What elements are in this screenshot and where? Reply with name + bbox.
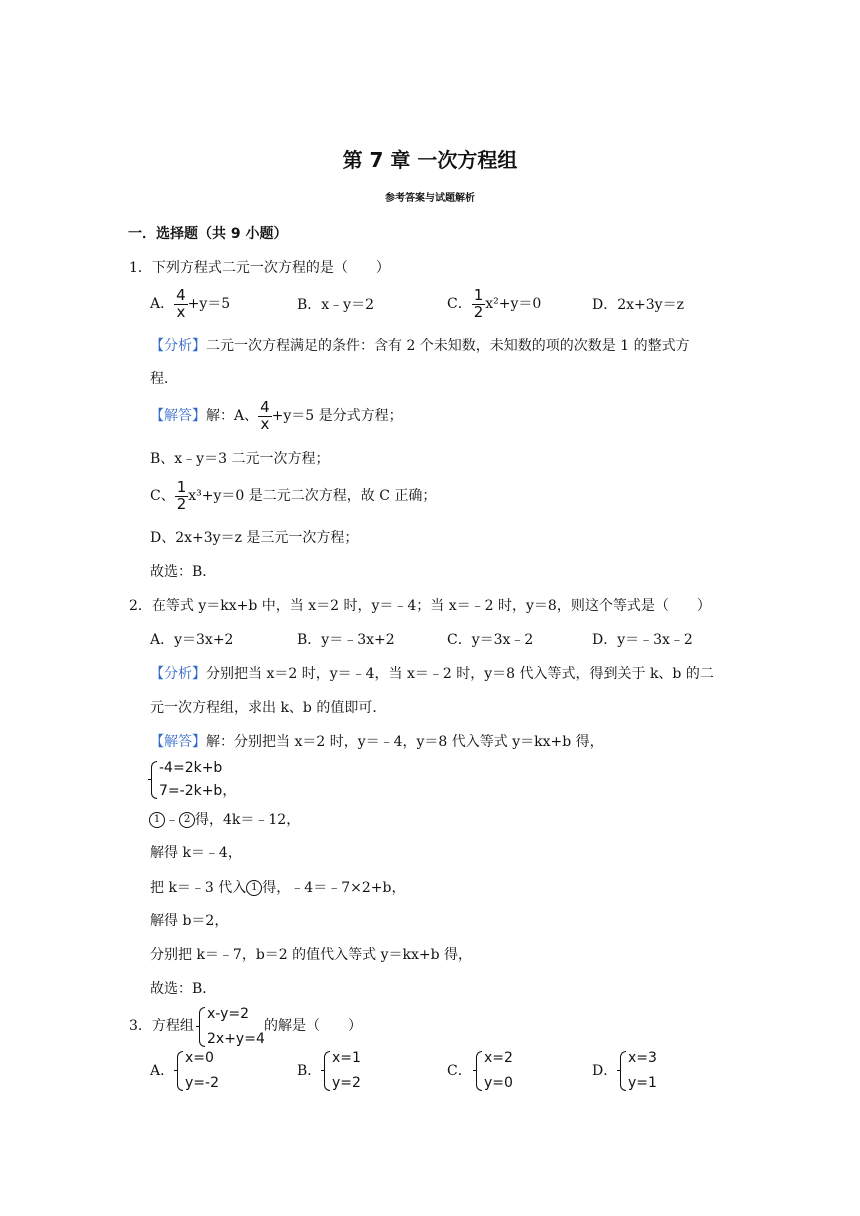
q1-choice: 故选：B． xyxy=(150,564,217,580)
q3-option-a-label: A． xyxy=(150,1063,175,1079)
step-text: 把 k＝﹣3 代入 xyxy=(150,880,247,896)
analysis-tag: 【分析】 xyxy=(150,338,206,354)
q1-option-a-label: A． xyxy=(150,296,175,313)
section-heading: 一．选择题（共 9 小题） xyxy=(128,226,288,242)
answer-text: 解：分别把当 x＝2 时，y＝﹣4，y＝8 代入等式 y＝kx+b 得， xyxy=(206,734,604,750)
equation-line: -4=2k+b xyxy=(159,760,223,776)
q3-option-a xyxy=(174,1050,219,1092)
q1-analysis xyxy=(150,339,690,353)
q1-option-a-fraction xyxy=(174,288,188,321)
q3-option-d xyxy=(617,1050,657,1092)
equation-line: x=1 xyxy=(332,1050,361,1066)
fraction-numerator: 1 xyxy=(176,478,187,496)
fraction-numerator: 4 xyxy=(260,398,270,416)
equation-line: y=2 xyxy=(332,1075,361,1092)
equation-line: y=1 xyxy=(628,1075,657,1092)
answer-fraction xyxy=(258,400,272,433)
fraction-denominator: 2 xyxy=(473,302,484,321)
q2-analysis-cont: 元一次方程组，求出 k、b 的值即可． xyxy=(150,700,387,716)
brace-icon xyxy=(196,1006,205,1048)
q2-answer-line1 xyxy=(150,735,604,749)
q2-stem: 2．在等式 y＝kx+b 中，当 x＝2 时，y＝﹣4；当 x＝﹣2 时，y＝8，则这个等式是（ ） xyxy=(129,598,711,614)
q1-analysis-cont: 程． xyxy=(150,371,178,387)
equation-line: x=2 xyxy=(484,1050,513,1066)
q3-equation-system xyxy=(196,1006,265,1048)
fraction-denominator: x xyxy=(176,302,186,321)
q1-option-a xyxy=(150,288,230,321)
q3-stem-pre: 3．方程组 xyxy=(129,1018,194,1034)
page-title: 第 7 章 一次方程组 xyxy=(342,148,518,172)
equation-line: 2x+y=4 xyxy=(207,1031,265,1048)
answer-text: 解：A、 xyxy=(206,408,259,425)
q2-analysis xyxy=(150,667,714,681)
fraction-denominator: 2 xyxy=(176,494,187,513)
equation-line: y=-2 xyxy=(185,1075,219,1092)
q2-equation-system xyxy=(148,760,236,800)
q1-option-b: B．x﹣y＝2 xyxy=(297,297,374,313)
q1-answer-a xyxy=(150,400,403,433)
fraction-numerator: 4 xyxy=(176,286,186,304)
brace-icon xyxy=(321,1050,330,1092)
q1-option-d: D．2x+3y＝z xyxy=(592,297,684,313)
answer-tag: 【解答】 xyxy=(150,408,206,425)
analysis-tag: 【分析】 xyxy=(150,666,206,682)
q2-option-a: A．y＝3x+2 xyxy=(150,632,234,648)
q3-option-d-label: D． xyxy=(592,1063,618,1079)
q1-option-c xyxy=(447,288,541,321)
equation-line: x-y=2 xyxy=(207,1006,250,1022)
answer-tag: 【解答】 xyxy=(150,734,206,750)
page-subtitle: 参考答案与试题解析 xyxy=(385,193,475,204)
circled-number-icon: 1 xyxy=(149,812,165,828)
q2-step4: 解得 b＝2， xyxy=(150,913,229,929)
circled-number-icon: 2 xyxy=(179,812,195,828)
equation-line: x=0 xyxy=(185,1050,214,1066)
q3-option-b xyxy=(321,1050,361,1092)
q3-stem-post: 的解是（ ） xyxy=(264,1018,362,1034)
analysis-text: 分别把当 x＝2 时，y＝﹣4，当 x＝﹣2 时，y＝8 代入等式，得到关于 k、b 的二 xyxy=(206,666,714,682)
analysis-text: 二元一次方程满足的条件：含有 2 个未知数，未知数的项的次数是 1 的整式方 xyxy=(206,338,690,354)
brace-icon xyxy=(148,760,157,800)
q2-step3 xyxy=(150,880,405,896)
q1-option-c-fraction xyxy=(472,288,486,321)
q1-answer-b: B、x﹣y＝3 二元一次方程； xyxy=(150,451,330,467)
q1-answer-c xyxy=(150,480,436,513)
q2-option-b: B．y＝﹣3x+2 xyxy=(297,632,395,648)
operator: ﹣ xyxy=(165,812,179,828)
q1-answer-d: D、2x+3y＝z 是三元一次方程； xyxy=(150,530,359,546)
answer-text: x³+y＝0 是二元二次方程，故 C 正确； xyxy=(188,488,437,505)
q3-option-b-label: B． xyxy=(297,1063,322,1079)
answer-text: +y＝5 是分式方程； xyxy=(271,408,403,425)
brace-icon xyxy=(617,1050,626,1092)
fraction-denominator: x xyxy=(260,414,270,433)
q2-step5: 分别把 k＝﹣7，b＝2 的值代入等式 y＝kx+b 得， xyxy=(150,947,473,963)
q2-step1 xyxy=(149,812,300,828)
fraction-numerator: 1 xyxy=(473,286,484,304)
q1-option-c-rest: x²+y＝0 xyxy=(485,296,542,313)
equation-line: x=3 xyxy=(628,1050,657,1066)
punctuation: ， xyxy=(222,783,237,799)
brace-icon xyxy=(473,1050,482,1092)
q2-choice: 故选：B． xyxy=(150,981,217,997)
circled-number-icon: 1 xyxy=(246,880,262,896)
q1-option-c-label: C． xyxy=(447,296,472,313)
brace-icon xyxy=(174,1050,183,1092)
equation-line: 7=-2k+b xyxy=(159,783,223,800)
q1-stem: 1．下列方程式二元一次方程的是（ ） xyxy=(129,260,390,276)
q2-option-d: D．y＝﹣3x﹣2 xyxy=(592,632,693,648)
q3-option-c xyxy=(473,1050,513,1092)
q2-step2: 解得 k＝﹣4， xyxy=(150,845,242,861)
answer-text: C、 xyxy=(150,488,175,505)
answer-fraction xyxy=(175,480,189,513)
equation-line: y=0 xyxy=(484,1075,513,1092)
q2-option-c: C．y＝3x﹣2 xyxy=(447,632,534,648)
step-text: 得，﹣4＝﹣7×2+b， xyxy=(262,880,406,896)
step-text: 得，4k＝﹣12， xyxy=(195,812,301,828)
q3-option-c-label: C． xyxy=(447,1063,472,1079)
q1-option-a-rest: +y＝5 xyxy=(187,296,231,313)
